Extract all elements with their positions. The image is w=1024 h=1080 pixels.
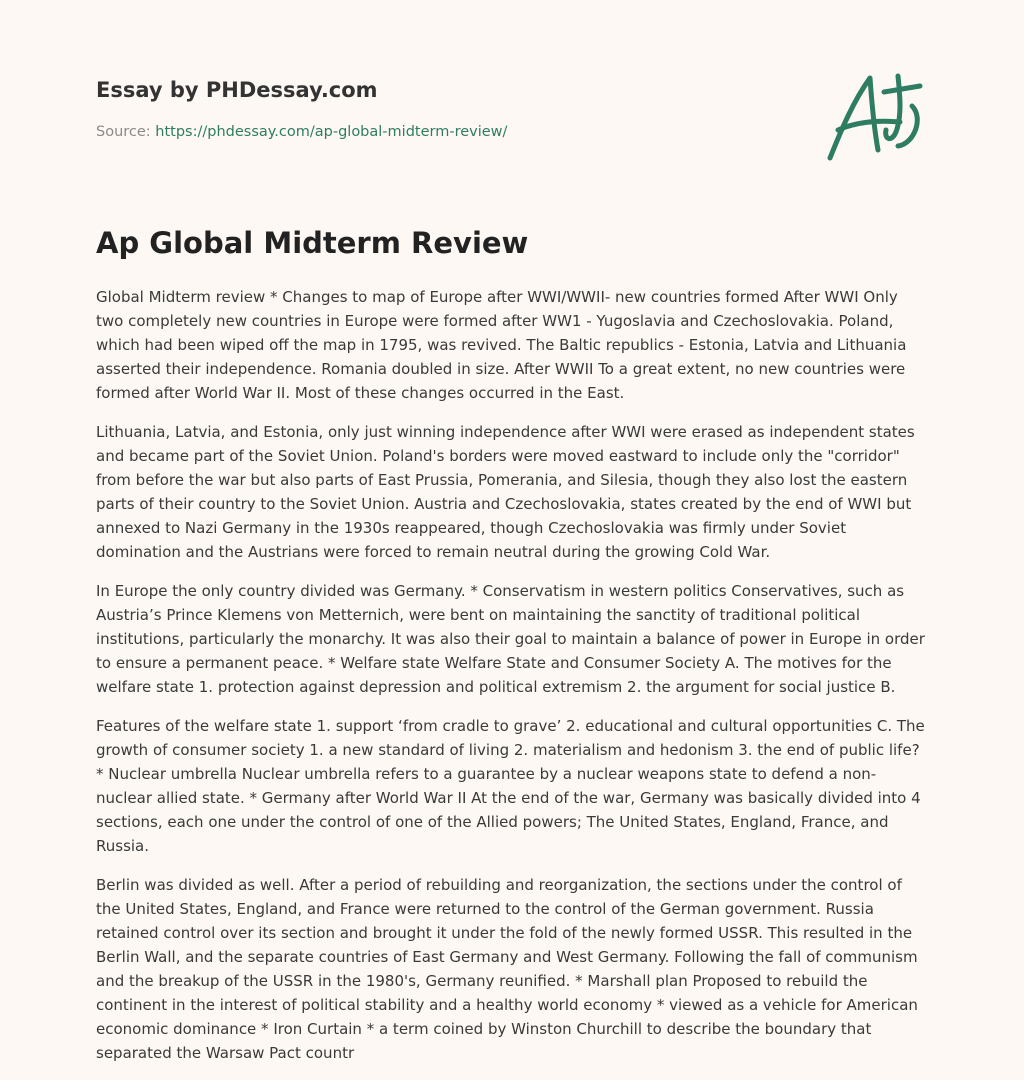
essay-paragraph: In Europe the only country divided was Germany. * Conservatism in western politics Conservatives, such as Austria’s Prince Klemens von Metternich, were bent on maintaining the sanctity of traditional political institutions, particularly the monarchy. It was also their goal to maintain a balance of power in Europe in order to ensure a permanent peace. * Welfare state Welfare State and Consumer Society A. The motives for the welfare state 1. protection against depression and political extremism 2. the argument for social justice B. bbox=[96, 582, 925, 696]
essay-paragraph: Features of the welfare state 1. support ‘from cradle to grave’ 2. educational and cultural opportunities C. The growth of consumer society 1. a new standard of living 2. materialism and hedonism 3. the end of public life? * Nuclear umbrella Nuclear umbrella refers to a guarantee by a nuclear weapons state to defend a non-nuclear allied state. * Germany after World War II At the end of the war, Germany was basically divided into 4 sections, each one under the control of one of the Allied powers; The United States, England, France, and Russia. bbox=[96, 717, 925, 855]
essay-body bbox=[96, 285, 928, 1080]
source-label: Source: bbox=[96, 124, 156, 140]
site-title: Essay by PHDessay.com bbox=[96, 78, 378, 102]
source-link[interactable]: https://phdessay.com/ap-global-midterm-review/ bbox=[155, 124, 508, 140]
essay-paragraph: Berlin was divided as well. After a period of rebuilding and reorganization, the sections under the control of the United States, England, and France were returned to the control of the German government. Russia retained control over its section and brought it under the fold of the newly formed USSR. This resulted in the Berlin Wall, and the separate countries of East Germany and West Germany. Following the fall of communism and the breakup of the USSR in the 1980's, Germany reunified. * Marshall plan Proposed to rebuild the continent in the interest of political stability and a healthy world economy * viewed as a vehicle for American economic dominance * Iron Curtain * a term coined by Winston Churchill to describe the boundary that separated the Warsaw Pact countr bbox=[96, 876, 918, 1062]
essay-title: Ap Global Midterm Review bbox=[96, 226, 529, 260]
a-plus-logo-icon bbox=[820, 66, 930, 166]
essay-paragraph: Lithuania, Latvia, and Estonia, only just winning independence after WWI were erased as independent states and became part of the Soviet Union. Poland's borders were moved eastward to include only the "corridor" from before the war but also parts of East Prussia, Pomerania, and Silesia, though they also lost the eastern parts of their country to the Soviet Union. Austria and Czechoslovakia, states created by the end of WWI but annexed to Nazi Germany in the 1930s reappeared, though Czechoslovakia was firmly under Soviet domination and the Austrians were forced to remain neutral during the growing Cold War. bbox=[96, 423, 915, 561]
essay-paragraph: Global Midterm review * Changes to map of Europe after WWI/WWII- new countries formed After WWI Only two completely new countries in Europe were formed after WW1 - Yugoslavia and Czechoslovakia. Poland, which had been wiped off the map in 1795, was revived. The Baltic republics - Estonia, Latvia and Lithuania asserted their independence. Romania doubled in size. After WWII To a great extent, no new countries were formed after World War II. Most of these changes occurred in the East. bbox=[96, 288, 907, 402]
source-line bbox=[96, 124, 507, 140]
